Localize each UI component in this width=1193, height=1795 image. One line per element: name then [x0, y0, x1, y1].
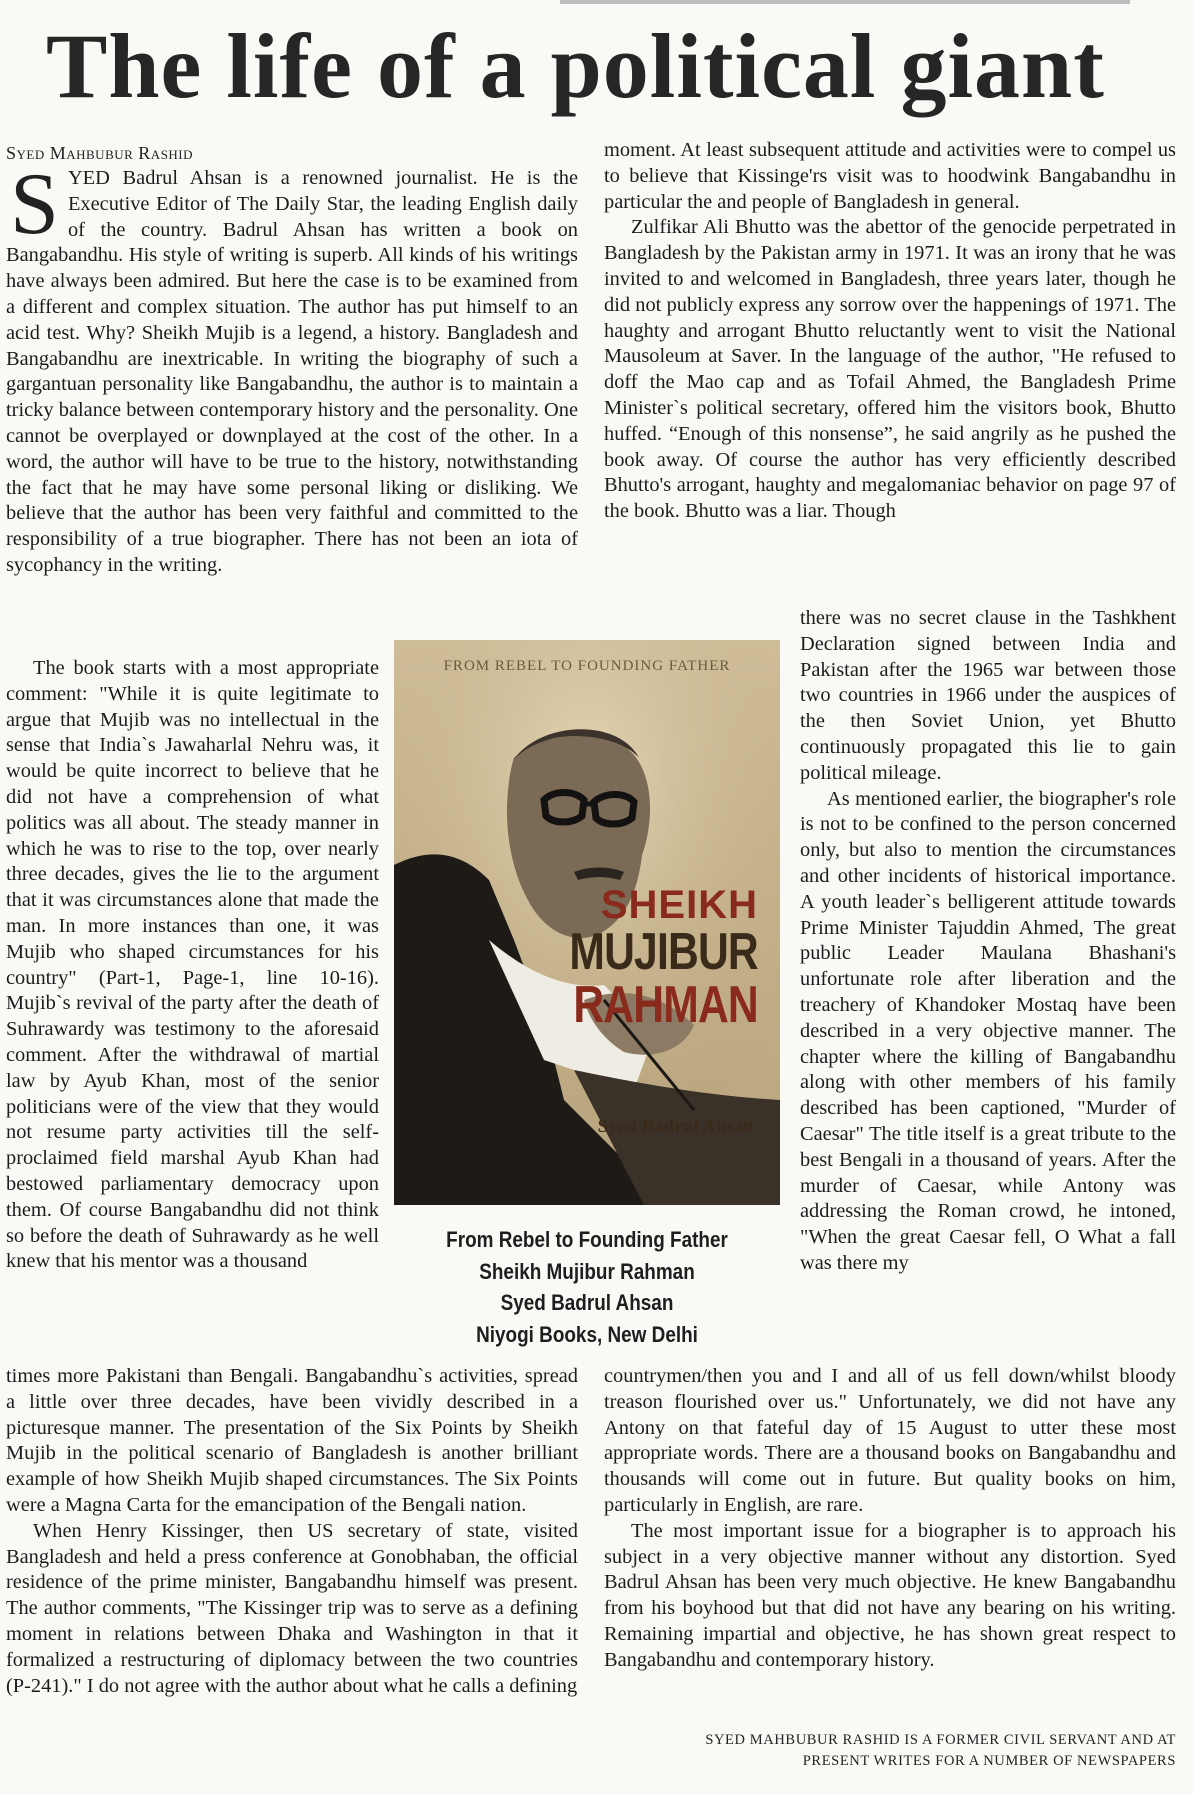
paragraph-intro-text: YED Badrul Ahsan is a renowned journalist. He is the Executive Editor of The Daily Star, the leading English daily of the country. Badrul Ahsan has written a book on Bangabandhu. His style of writing is superb. All kinds of his writings have always been admired. But here the case is to be examined from a different and complex situation. The author has put himself to an acid test. Why? Sheikh Mujib is a legend, a history. Bangladesh and Bangabandhu are inextricable. In writing the biography of such a gargantuan personality like Bangabandhu, the author is to maintain a tricky balance between contemporary history and the personality. One cannot be overplayed or downplayed at the cost of the other. In a word, the author will have to be true to the history, notwithstanding the fact that he may have some personal liking or disliking. We believe that the author has been very faithful and committed to the responsibility of a true biographer. There has not been an iota of sycophancy in the writing.: [6, 167, 578, 576]
paragraph-moment: moment. At least subsequent attitude and activities were to compel us to believe that Kissinge'rs visit was to hoodwink Bangabandhu in particular the and people of Bangladesh in general.: [604, 139, 1176, 213]
dropcap: S: [10, 166, 59, 253]
article-column-1-bottom: [6, 1364, 578, 1779]
headline: The life of a political giant: [46, 15, 1105, 117]
article-column-2-top: [604, 138, 1176, 606]
caption-line-1: From Rebel to Founding Father: [446, 1227, 728, 1252]
cover-title-line-2: MUJIBUR: [569, 922, 758, 981]
article-column-1-top: [6, 166, 578, 604]
cover-subtitle: FROM REBEL TO FOUNDING FATHER: [443, 658, 731, 674]
caption-line-4: Niyogi Books, New Delhi: [476, 1321, 698, 1347]
article-column-2-narrow: [800, 606, 1176, 1364]
cover-author: Syed Badrul Ahsan: [597, 1116, 754, 1137]
paragraph-book-starts: The book starts with a most appropriate comment: "While it is quite legitimate to argue that Mujib was no intellectual in the sense that India`s Jawaharlal Nehru was, it would be quite incorrect to believe that he did not have a comprehension of what politics was all about. The steady manner in which he was to rise to the top, over nearly three decades, gives the lie to the argument that it was circumstances alone that made the man. In more instances than one, it was Mujib who shaped circumstances for his country" (Part-1, Page-1, line 10-16). Mujib`s revival of the party after the death of Suhrawardy was testimony to the aforesaid comment. After the withdrawal of martial law by Ayub Khan, most of the senior politicians were of the view that they would not resume party activities till the self-proclaimed field marshal Ayub Khan had bestowed parliamentary democracy upon them. Of course Bangabandhu did not think so before the death of Suhrawardy as he well knew that his mentor was a thousand: [6, 657, 379, 1273]
paragraph-objectivity: The most important issue for a biographer is to approach his subject in a very objective manner without any distortion. Syed Badrul Ahsan has been very much objective. He knew Bangabandhu from his boyhood but that did not have any bearing on his writing. Remaining impartial and objective, he has shown great respect to Bangabandhu and contemporary history.: [604, 1519, 1176, 1671]
caption-line-2: Sheikh Mujibur Rahman: [479, 1258, 695, 1284]
paragraph-bhutto: Zulfikar Ali Bhutto was the abettor of the genocide perpetrated in Bangladesh by the Pakistan army in 1971. It was an irony that he was invited to and welcomed in Bangladesh, three years later, though he did not publicly express any sorrow over the happenings of 1971. The haughty and arrogant Bhutto reluctantly went to visit the National Mausoleum at Saver. In the language of the author, "He refused to doff the Mao cap and as Tofail Ahmed, the Bangladesh Prime Minister`s political secretary, offered him the visitors book, Bhutto huffed. “Enough of this nonsense”, he said angrily as he pushed the book away. Of course the author has very efficiently described Bhutto's arrogant, haughty and megalomaniac behavior on page 97 of the book. Bhutto was a liar. Though: [604, 216, 1176, 523]
caption-line-3: Syed Badrul Ahsan: [500, 1290, 674, 1315]
book-cover-image: [394, 640, 780, 1205]
image-caption: [394, 1224, 780, 1350]
author-note-line-1: SYED MAHBUBUR RASHID IS A FORMER CIVIL SERVANT AND AT: [705, 1732, 1176, 1748]
author-note-line-2: PRESENT WRITES FOR A NUMBER OF NEWSPAPERS: [802, 1753, 1176, 1769]
cover-title: [528, 885, 758, 1032]
top-rule: [560, 0, 1130, 4]
paragraph-activities: times more Pakistani than Bengali. Bangabandhu`s activities, spread a little over three decades, have been vividly described in a picturesque manner. The presentation of the Six Points by Sheikh Mujib in the political scenario of Bangladesh is another brilliant example of how Sheikh Mujib shaped circumstances. The Six Points were a Magna Carta for the emancipation of the Bengali nation.: [6, 1365, 578, 1516]
cover-title-line-3: RAHMAN: [573, 975, 758, 1034]
paragraph-antony: countrymen/then you and I and all of us fell down/whilst bloody treason flourished over us." Unfortunately, we did not have any Antony on that fateful day of 15 August to utter these most appropriate words. There are a thousand books on Bangabandhu and thousands will come out in future. But quality books on him, particularly in English, are rare.: [604, 1365, 1176, 1516]
article-column-2-bottom: [604, 1364, 1176, 1700]
paragraph-biographer-role: As mentioned earlier, the biographer's role is not to be confined to the person concerned only, but also to mention the circumstances and other incidents of historical importance. A youth leader`s belligerent attitude towards Prime Minister Tajuddin Ahmed, The great public Leader Maulana Bhashani's unfortunate role after liberation and the treachery of Khandoker Mostaq have been described in a very objective manner. The chapter where the killing of Bangabandhu along with other members of his family described has been captioned, "Murder of Caesar" The title itself is a great tribute to the best Bengali in a thousand of years. After the murder of Caesar, while Antony was addressing the Roman crowd, he intoned, "When the great Caesar fell, O What a fall was there my: [800, 787, 1176, 1274]
byline: Syed Mahbubur Rashid: [6, 143, 194, 163]
paragraph-intro: [6, 166, 578, 579]
article-column-1-narrow: [6, 656, 379, 1356]
paragraph-tashkent: there was no secret clause in the Tashkhent Declaration signed between India and Pakistan after the 1965 war between those two countries in 1966 under the auspices of the then Soviet Union, yet Bhutto continuously propagated this lie to gain political mileage.: [800, 607, 1176, 784]
paragraph-kissinger: When Henry Kissinger, then US secretary of state, visited Bangladesh and held a press conference at Gonobhaban, the official residence of the prime minister, Bangabandhu himself was present. The author comments, "The Kissinger trip was to serve as a defining moment in relations between Dhaka and Washington in that it formalized a restructuring of diplomacy between the two countries (P-241)." I do not agree with the author about what he calls a defining: [6, 1519, 578, 1697]
author-note: [604, 1730, 1176, 1772]
cover-title-line-1: SHEIKH: [600, 883, 758, 927]
